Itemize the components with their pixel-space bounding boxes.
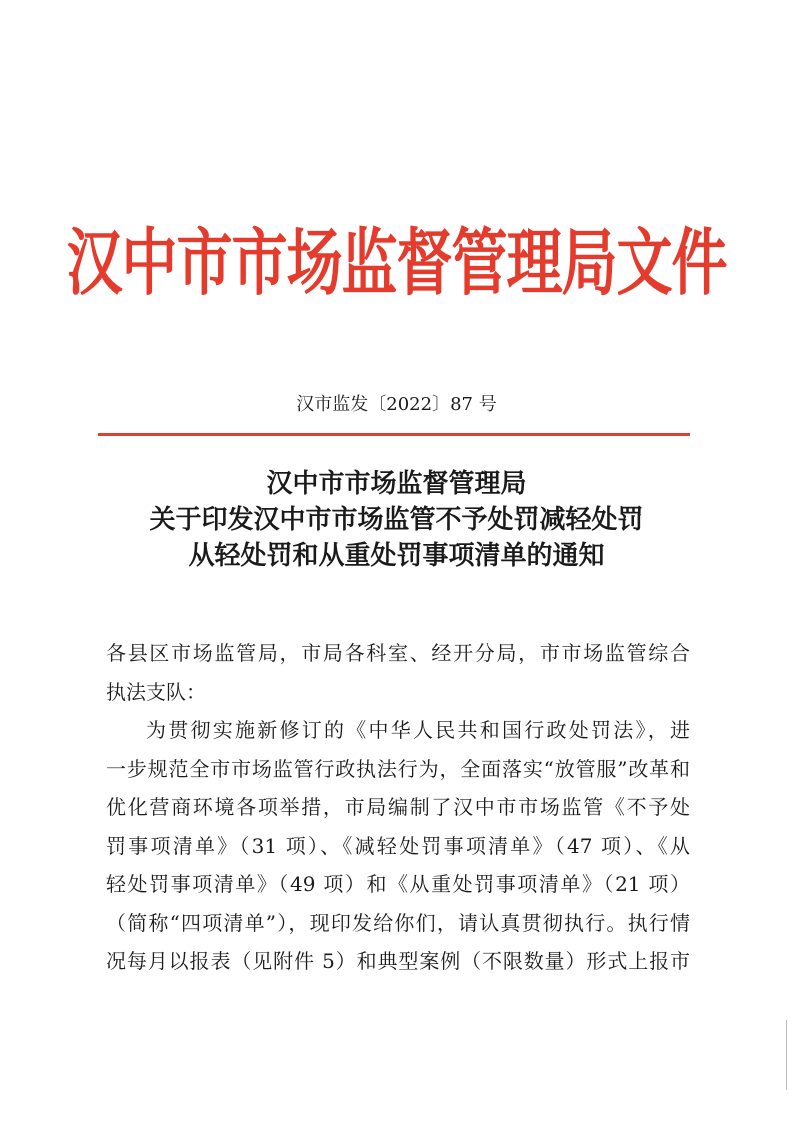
red-divider-line xyxy=(98,433,690,436)
paragraph-line-6: （简称“四项清单”），现印发给你们，请认真贯彻执行。执行情 xyxy=(106,910,690,935)
paragraph-line-4: 罚事项清单》（31 项）、《减轻处罚事项清单》（47 项）、《从 xyxy=(106,833,690,858)
document-header-title: 汉中市市场监督管理局文件 xyxy=(66,221,727,306)
paragraph-line-1: 为贯彻实施新修订的《中华人民共和国行政处罚法》，进 xyxy=(146,718,690,742)
paragraph-line-3: 优化营商环境各项举措，市局编制了汉中市市场监管《不予处 xyxy=(106,795,690,819)
paragraph-line-5: 轻处罚事项清单》（49 项）和《从重处罚事项清单》（21 项） xyxy=(106,872,690,896)
notice-title-line-2: 关于印发汉中市市场监管不予处罚减轻处罚 xyxy=(149,505,644,535)
notice-title-line-1: 汉中市市场监督管理局 xyxy=(266,469,527,499)
notice-body xyxy=(106,634,690,981)
scan-edge-mark xyxy=(786,1020,787,1090)
recipients-line-1: 各县区市场监管局，市局各科室、经开分局，市市场监管综合 xyxy=(106,641,690,665)
recipients-line-2: 执法支队： xyxy=(106,679,206,704)
document-number: 汉市监发〔2022〕87 号 xyxy=(296,394,497,415)
paragraph-line-2: 一步规范全市市场监管行政执法行为，全面落实“放管服”改革和 xyxy=(106,756,690,781)
notice-title-line-3: 从轻处罚和从重处罚事项清单的通知 xyxy=(188,541,605,571)
paragraph-line-7: 况每月以报表（见附件 5）和典型案例（不限数量）形式上报市 xyxy=(106,949,690,973)
notice-title xyxy=(0,466,793,574)
